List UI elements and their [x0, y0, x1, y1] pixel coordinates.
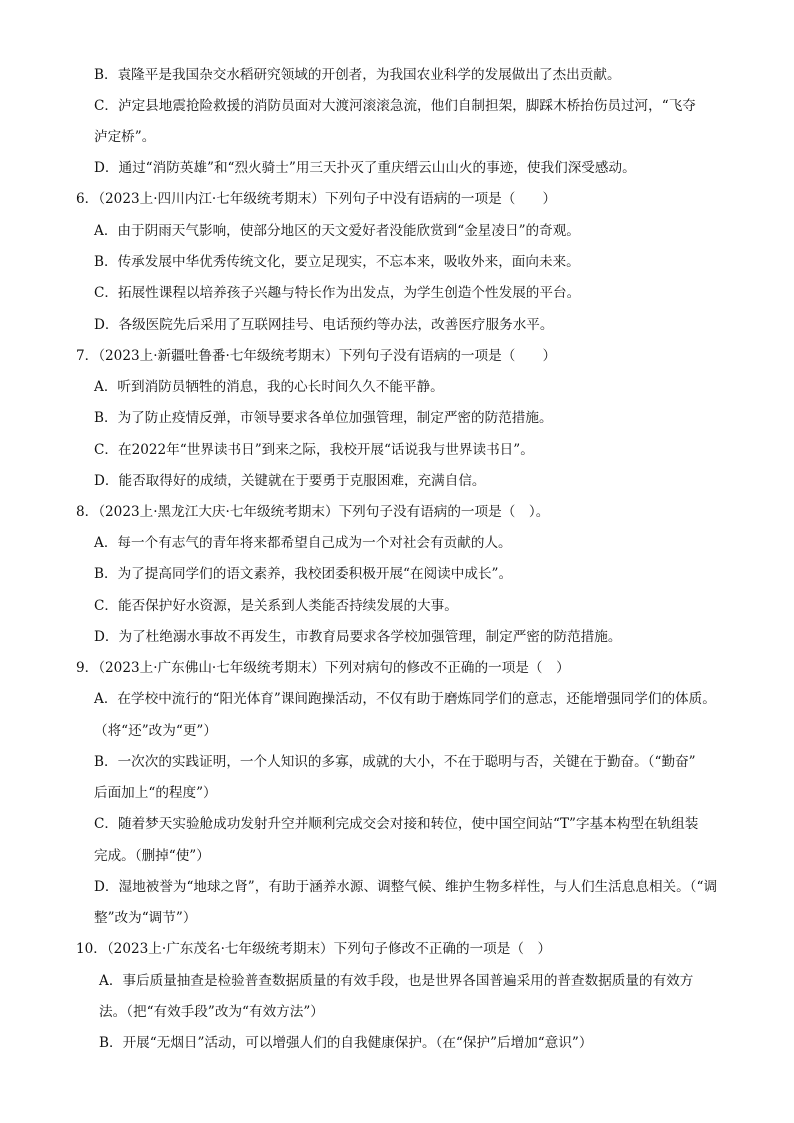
- q5-option-c-line1: C．泸定县地震抢险救援的消防员面对大渡河滚滚急流，他们自制担架，脚踩木桥抬伤员过河，“飞夺: [94, 98, 696, 114]
- q9-option-b-line2: 后面加上“的程度”）: [94, 785, 217, 801]
- q8-option-a: A．每一个有志气的青年将来都希望自己成为一个对社会有贡献的人。: [94, 535, 512, 551]
- q9-option-d-line2: 整”改为“调节”）: [94, 910, 197, 926]
- q5-option-d: D．通过“消防英雄”和“烈火骑士”用三天扑灭了重庆缙云山山火的事迹，使我们深受感动。: [94, 160, 636, 176]
- q6-option-d: D．各级医院先后采用了互联网挂号、电话预约等办法，改善医疗服务水平。: [94, 317, 554, 333]
- q7-option-c: C．在2022年“世界读书日”到来之际，我校开展“话说我与世界读书日”。: [94, 442, 534, 458]
- q9-option-c-line1: C．随着梦天实验舱成功发射升空并顺利完成交会对接和转位，使中国空间站“T”字基本构型在轨组装: [94, 816, 699, 832]
- q6-option-a: A．由于阴雨天气影响，使部分地区的天文爱好者没能欣赏到“金星凌日”的奇观。: [94, 223, 580, 239]
- q7-option-a: A．听到消防员牺牲的消息，我的心长时间久久不能平静。: [94, 379, 444, 395]
- q9-option-d-line1: D．湿地被誉为“地球之肾”，有助于涵养水源、调整气候、维护生物多样性，与人们生活息息相关。（“调: [94, 879, 718, 895]
- q5-option-b: B．袁隆平是我国杂交水稻研究领域的开创者，为我国农业科学的发展做出了杰出贡献。: [94, 67, 621, 83]
- q9-option-b-line1: B．一次次的实践证明，一个人知识的多寡，成就的大小，不在于聪明与否，关键在于勤奋。（“勤奋”: [94, 754, 696, 770]
- q9-option-a-line1: A．在学校中流行的“阳光体育”课间跑操活动，不仅有助于磨炼同学们的意志，还能增强同学们的体质。: [94, 691, 716, 707]
- q7-stem: 7．（2023上·新疆吐鲁番·七年级统考期末）下列句子没有语病的一项是（ ）: [76, 348, 557, 364]
- q10-option-a-line1: A．事后质量抽查是检验普查数据质量的有效手段，也是世界各国普遍采用的普查数据质量的有效方: [99, 973, 694, 989]
- q8-option-c: C．能否保护好水资源，是关系到人类能否持续发展的大事。: [94, 598, 458, 614]
- q10-option-b: B．开展“无烟日”活动，可以增强人们的自我健康保护。（在“保护”后增加“意识”）: [99, 1035, 593, 1051]
- q9-option-c-line2: 完成。（删掉“使”）: [94, 848, 210, 864]
- q7-option-b: B．为了防止疫情反弹，市领导要求各单位加强管理，制定严密的防范措施。: [94, 410, 553, 426]
- q8-option-d: D．为了杜绝溺水事故不再发生，市教育局要求各学校加强管理，制定严密的防范措施。: [94, 629, 622, 645]
- q10-stem: 10．（2023上·广东茂名·七年级统考期末）下列句子修改不正确的一项是（ ）: [76, 941, 552, 957]
- q7-option-d: D．能否取得好的成绩，关键就在于要勇于克服困难，充满自信。: [94, 473, 486, 489]
- q9-option-a-line2: （将“还”改为“更”）: [94, 723, 217, 739]
- q10-option-a-line2: 法。（把“有效手段”改为“有效方法”）: [99, 1004, 324, 1020]
- q6-stem: 6．（2023上·四川内江·七年级统考期末）下列句子中没有语病的一项是（ ）: [76, 191, 557, 207]
- q6-option-c: C．拓展性课程以培养孩子兴趣与特长作为出发点，为学生创造个性发展的平台。: [94, 285, 581, 301]
- q9-stem: 9．（2023上·广东佛山·七年级统考期末）下列对病句的修改不正确的一项是（ ）: [76, 660, 570, 676]
- q5-option-c-line2: 泸定桥”。: [94, 129, 156, 145]
- q8-stem: 8．（2023上·黑龙江大庆·七年级统考期末）下列句子没有语病的一项是（ ）。: [76, 504, 550, 520]
- q8-option-b: B．为了提高同学们的语文素养，我校团委积极开展“在阅读中成长”。: [94, 566, 513, 582]
- q6-option-b: B．传承发展中华优秀传统文化，要立足现实，不忘本来，吸收外来，面向未来。: [94, 254, 580, 270]
